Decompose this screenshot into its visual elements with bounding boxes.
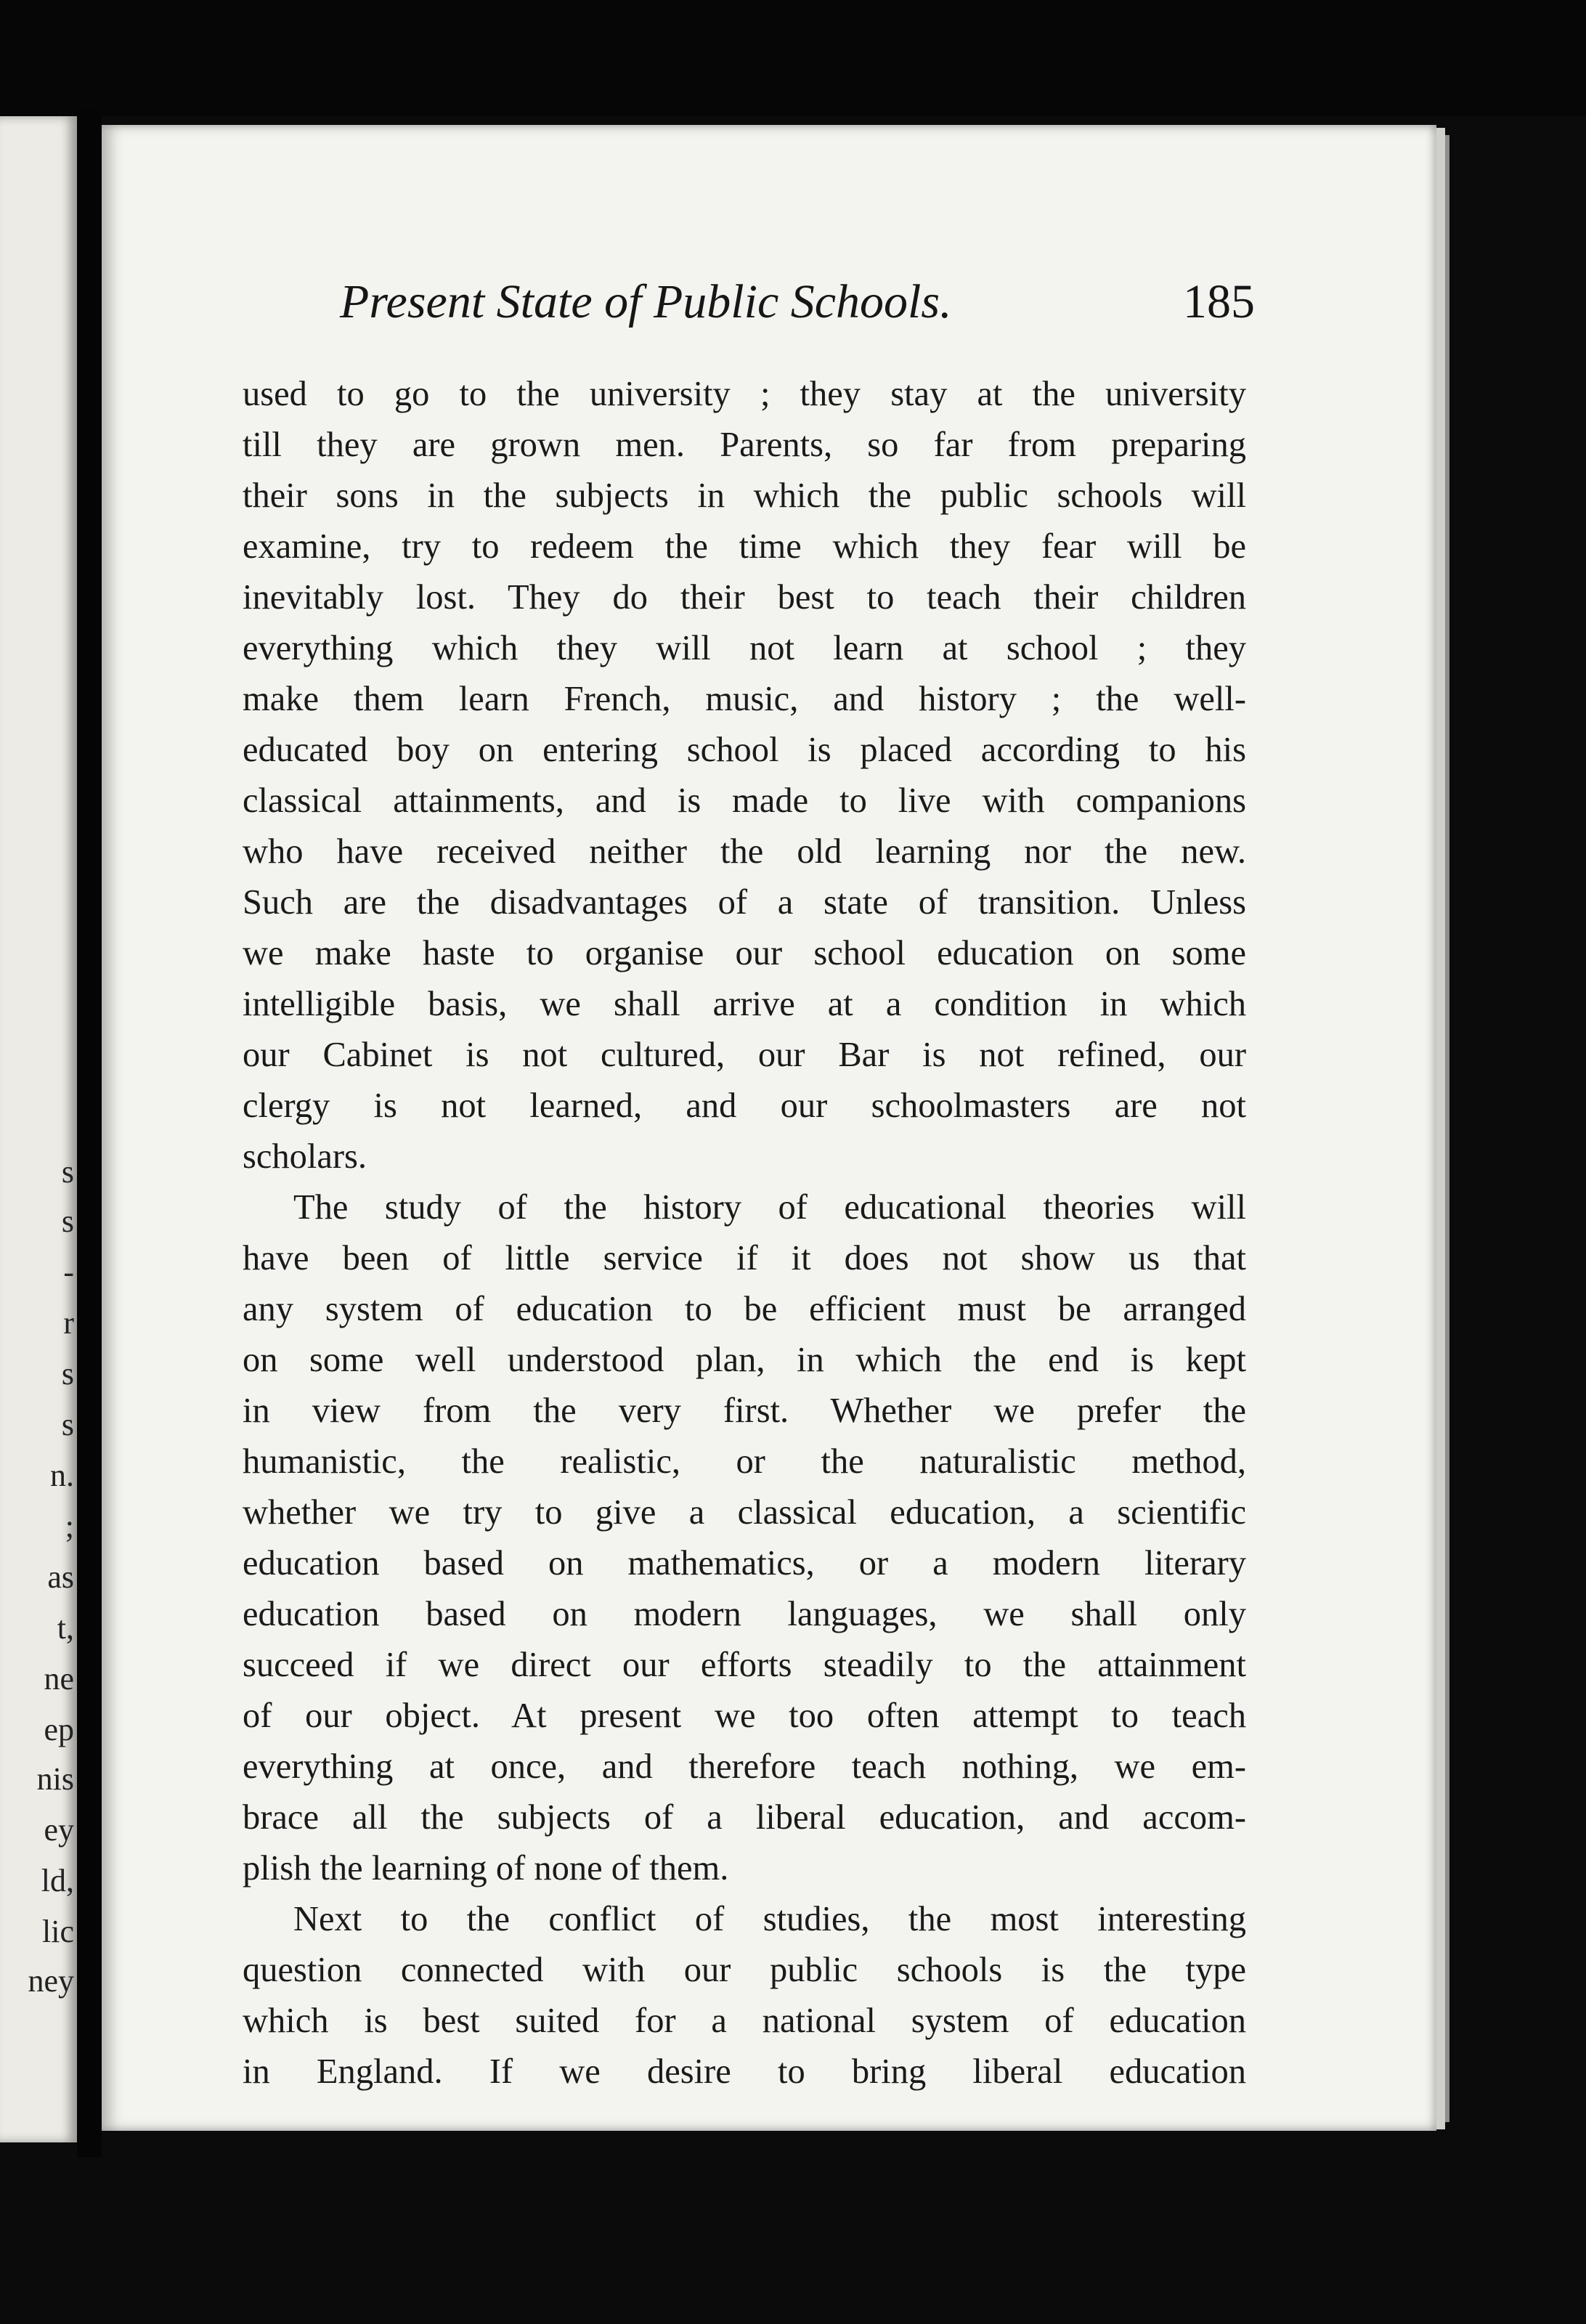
text-line: any system of education to be efficient must be arranged	[243, 1290, 1246, 1328]
page-edge-shadow	[1445, 135, 1449, 2122]
scan-top-border	[0, 0, 1586, 116]
text-line: till they are grown men. Parents, so far from preparing	[243, 426, 1246, 464]
text-line: of our object. At present we too often attempt to teach	[243, 1697, 1246, 1735]
facing-page-text: s	[61, 1154, 74, 1190]
facing-page-text: n.	[50, 1458, 74, 1493]
text-line: everything at once, and therefore teach nothing, we em-	[243, 1747, 1246, 1786]
text-line: on some well understood plan, in which the end is kept	[243, 1341, 1246, 1379]
page-body	[243, 369, 1246, 2097]
text-line: education based on mathematics, or a modern literary	[243, 1544, 1246, 1582]
text-line: The study of the history of educational theories will	[293, 1188, 1246, 1227]
text-line: succeed if we direct our efforts steadily to the attainment	[243, 1646, 1246, 1684]
text-line: intelligible basis, we shall arrive at a condition in which	[243, 985, 1246, 1023]
text-line: in view from the very first. Whether we prefer the	[243, 1391, 1246, 1430]
page-number: 185	[1183, 275, 1255, 328]
text-line: question connected with our public schools is the type	[243, 1951, 1246, 1989]
facing-page-text: t,	[57, 1610, 74, 1646]
facing-page-text: ey	[44, 1812, 74, 1848]
facing-page-text: s	[61, 1407, 74, 1442]
text-line: whether we try to give a classical education, a scientific	[243, 1493, 1246, 1532]
text-line: everything which they will not learn at school ; they	[243, 629, 1246, 667]
facing-page-fragment	[0, 116, 77, 2142]
text-line: brace all the subjects of a liberal education, and accom-	[243, 1798, 1246, 1837]
facing-page-text: ney	[28, 1963, 74, 1999]
facing-page-text: s	[61, 1356, 74, 1391]
text-line: who have received neither the old learning nor the new.	[243, 832, 1246, 871]
text-line: inevitably lost. They do their best to teach their children	[243, 578, 1246, 617]
facing-page-text: ep	[44, 1712, 74, 1747]
text-line: in England. If we desire to bring liberal education	[243, 2052, 1246, 2091]
text-line: which is best suited for a national system of education	[243, 2002, 1246, 2040]
text-line: Such are the disadvantages of a state of transition. Unless	[243, 883, 1246, 922]
text-line: have been of little service if it does not show us that	[243, 1239, 1246, 1277]
text-line: examine, try to redeem the time which they fear will be	[243, 527, 1246, 566]
text-line: educated boy on entering school is placed according to his	[243, 731, 1246, 769]
facing-page-text: lic	[42, 1914, 74, 1949]
text-line: humanistic, the realistic, or the naturalistic method,	[243, 1442, 1246, 1481]
book-gutter	[77, 109, 102, 2157]
page-edge	[1436, 128, 1445, 2129]
paragraph	[243, 1182, 1246, 1894]
facing-page-text: nis	[36, 1761, 74, 1797]
paragraph	[243, 369, 1246, 1182]
text-line: plish the learning of none of them.	[243, 1849, 729, 1888]
text-line: our Cabinet is not cultured, our Bar is not refined, our	[243, 1036, 1246, 1074]
text-line: Next to the conflict of studies, the most interesting	[293, 1900, 1246, 1938]
facing-page-text: ld,	[41, 1863, 74, 1898]
text-line: scholars.	[243, 1137, 367, 1176]
running-header	[340, 275, 1255, 340]
text-line: classical attainments, and is made to live with companions	[243, 781, 1246, 820]
text-line: used to go to the university ; they stay at the university	[243, 375, 1246, 413]
facing-page-text: ;	[65, 1508, 74, 1544]
paragraph	[243, 1894, 1246, 2097]
running-title: Present State of Public Schools.	[340, 275, 952, 328]
facing-page-text: ne	[44, 1661, 74, 1697]
text-line: their sons in the subjects in which the public schools will	[243, 476, 1246, 515]
facing-page-text: -	[63, 1254, 74, 1290]
facing-page-text: r	[63, 1305, 74, 1341]
text-line: we make haste to organise our school education on some	[243, 934, 1246, 972]
text-line: education based on modern languages, we shall only	[243, 1595, 1246, 1633]
text-line: clergy is not learned, and our schoolmasters are not	[243, 1086, 1246, 1125]
facing-page-text: as	[47, 1559, 74, 1595]
text-line: make them learn French, music, and history ; the well-	[243, 680, 1246, 718]
facing-page-text: s	[61, 1203, 74, 1239]
